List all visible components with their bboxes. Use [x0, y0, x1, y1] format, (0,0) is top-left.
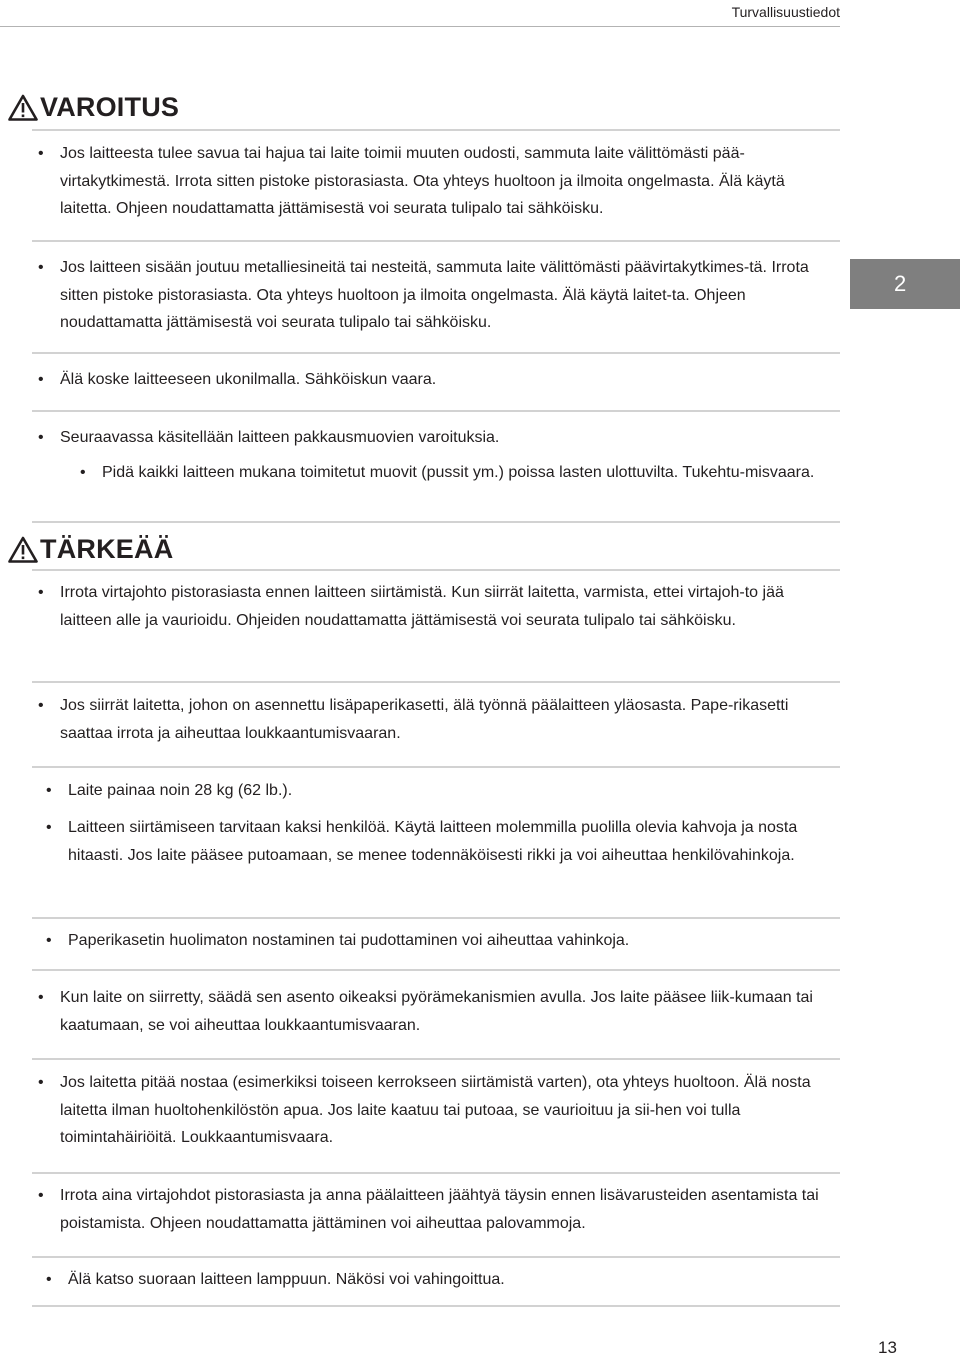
important-item-text: Älä katso suoraan laitteen lamppuun. Näkösi voi vahingoittua.	[68, 1271, 505, 1288]
important-item	[46, 814, 826, 869]
warning-item	[38, 254, 828, 337]
warning-item	[38, 140, 828, 223]
bullet: •	[38, 989, 44, 1006]
divider	[32, 969, 840, 971]
warning-sub-item	[80, 459, 820, 487]
warning-item	[38, 366, 828, 394]
important-item	[38, 1069, 828, 1152]
important-heading	[8, 534, 173, 565]
warning-heading-label: VAROITUS	[40, 92, 180, 122]
bullet: •	[38, 259, 44, 276]
warning-sub-item-text: Pidä kaikki laitteen mukana toimitetut muovit (pussit ym.) poissa lasten ulottuvilta. Tukehtu-misvaara.	[102, 464, 815, 481]
bullet: •	[38, 145, 44, 162]
important-item	[38, 1182, 828, 1237]
divider	[32, 410, 840, 412]
bullet: •	[38, 371, 44, 388]
divider	[32, 681, 840, 683]
bullet: •	[38, 1187, 44, 1204]
important-item-text: Jos siirrät laitetta, johon on asennettu lisäpaperikasetti, älä työnnä päälaitteen yläosasta. Pape-rikasetti saattaa irrota ja aiheuttaa loukkaantumisvaaran.	[60, 697, 789, 742]
running-header: Turvallisuustiedot	[731, 4, 840, 20]
divider	[32, 1172, 840, 1174]
divider	[32, 352, 840, 354]
divider	[32, 766, 840, 768]
warning-item-text: Älä koske laitteeseen ukonilmalla. Sähköiskun vaara.	[60, 371, 437, 388]
warning-triangle-icon	[8, 536, 38, 563]
important-item	[38, 984, 828, 1039]
important-item	[46, 927, 826, 955]
important-item-text: Irrota aina virtajohdot pistorasiasta ja anna päälaitteen jäähtyä täysin ennen lisävarusteiden asentamista tai poistamista. Ohjeen noudattamatta jättäminen voi aiheuttaa palovammoja.	[60, 1187, 819, 1232]
warning-item-text: Jos laitteen sisään joutuu metalliesineitä tai nesteitä, sammuta laite välittömästi päävirtakytkimes-tä. Irrota sitten pistoke pistorasiasta. Ota yhteys huoltoon ja ilmoita ongelmasta. Älä käytä laitet-ta. Ohjeen noudattamatta jättämisestä voi seurata tulipalo tai sähköisku.	[60, 259, 809, 331]
bullet: •	[38, 697, 44, 714]
bullet: •	[46, 1271, 52, 1288]
divider	[32, 129, 840, 131]
bullet: •	[46, 782, 52, 799]
chapter-tab	[850, 259, 960, 309]
bullet: •	[38, 1074, 44, 1091]
important-item-text: Laitteen siirtämiseen tarvitaan kaksi henkilöä. Käytä laitteen molemmilla puolilla olevia kahvoja ja nosta hitaasti. Jos laite pääsee putoamaan, se menee todennäköisesti rikki ja voi aiheuttaa henkilövahinkoja.	[68, 819, 798, 864]
divider	[32, 521, 840, 523]
header-rule	[0, 26, 840, 27]
warning-triangle-icon	[8, 94, 38, 121]
bullet: •	[38, 584, 44, 601]
divider	[32, 1305, 840, 1307]
warning-item-text: Seuraavassa käsitellään laitteen pakkausmuovien varoituksia.	[60, 429, 500, 446]
bullet: •	[46, 819, 52, 836]
divider	[32, 569, 840, 571]
warning-item-text: Jos laitteesta tulee savua tai hajua tai laite toimii muuten oudosti, sammuta laite välittömästi pää-virtakytkimestä. Irrota sitten pistoke pistorasiasta. Ota yhteys huoltoon ja ilmoita ongelmasta. Älä käytä laitetta. Ohjeen noudattamatta jättämisestä voi seurata tulipalo tai sähköisku.	[60, 145, 785, 217]
bullet: •	[80, 464, 86, 481]
warning-heading	[8, 92, 179, 123]
important-heading-label: TÄRKEÄÄ	[40, 534, 174, 564]
page-number: 13	[878, 1338, 897, 1357]
chapter-number: 2	[894, 271, 907, 296]
important-item-text: Paperikasetin huolimaton nostaminen tai pudottaminen voi aiheuttaa vahinkoja.	[68, 932, 630, 949]
divider	[32, 917, 840, 919]
bullet: •	[46, 932, 52, 949]
important-item	[38, 579, 828, 634]
important-item-text: Kun laite on siirretty, säädä sen asento oikeaksi pyörämekanismien avulla. Jos laite pääsee liik-kumaan tai kaatumaan, se voi aiheuttaa loukkaantumisvaaran.	[60, 989, 813, 1034]
important-item	[46, 777, 826, 805]
important-item-text: Laite painaa noin 28 kg (62 lb.).	[68, 782, 293, 799]
warning-item	[38, 424, 828, 452]
bullet: •	[38, 429, 44, 446]
divider	[32, 240, 840, 242]
important-item-text: Irrota virtajohto pistorasiasta ennen laitteen siirtämistä. Kun siirrät laitetta, varmista, ettei virtajoh-to jää laitteen alle ja vaurioidu. Ohjeiden noudattamatta jättämisestä voi seurata tulipalo tai sähköisku.	[60, 584, 784, 629]
important-item	[46, 1266, 826, 1294]
important-item	[38, 692, 828, 747]
important-item-text: Jos laitetta pitää nostaa (esimerkiksi toiseen kerrokseen siirtämistä varten), ota yhteys huoltoon. Älä nosta laitetta ilman huoltohenkilöstön apua. Jos laite kaatuu tai putoaa, se vaurioituu ja sii-hen voi tulla toimintahäiriöitä. Loukkaantumisvaara.	[60, 1074, 811, 1146]
divider	[32, 1256, 840, 1258]
divider	[32, 1058, 840, 1060]
